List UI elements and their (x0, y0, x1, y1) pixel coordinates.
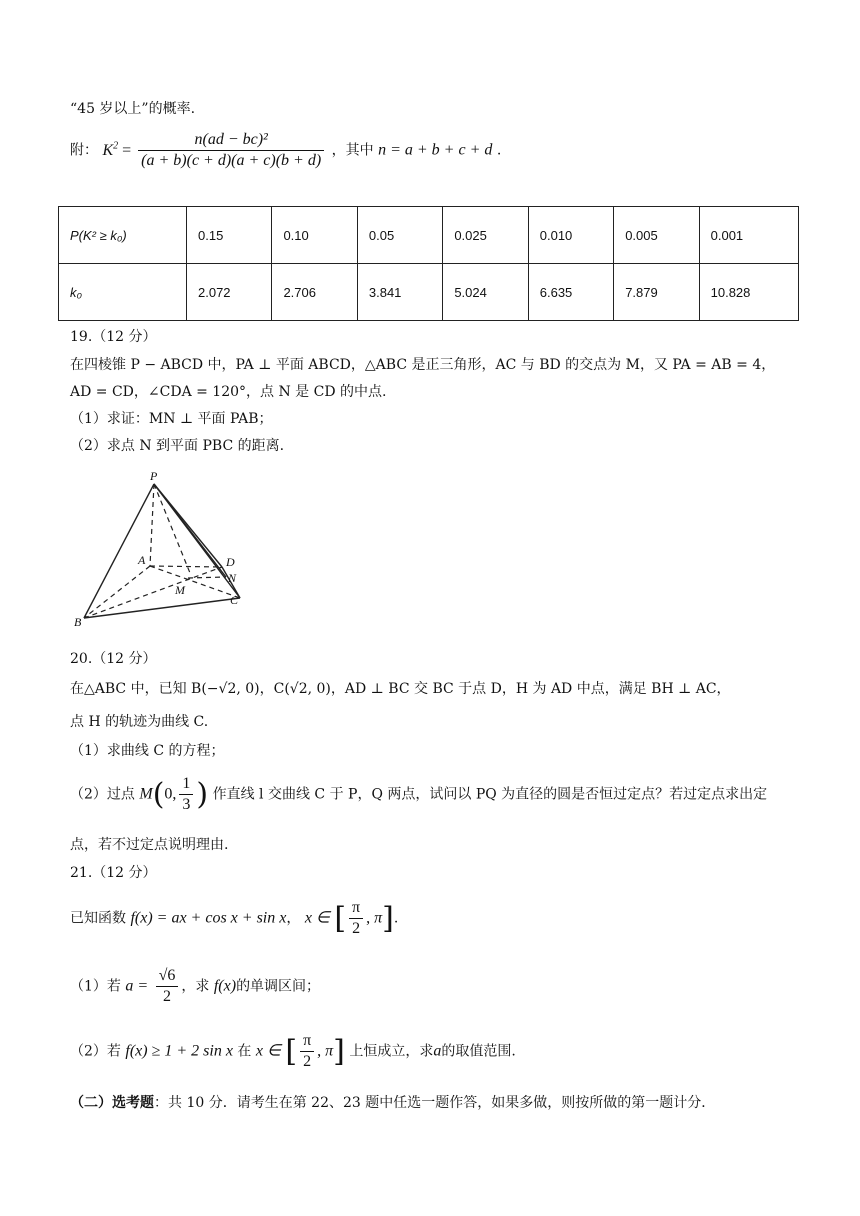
table-row2-label: k₀ (59, 264, 187, 321)
formula-tail-end: . (496, 142, 502, 159)
table-cell: 0.005 (614, 207, 699, 264)
intro-text: “45 岁以上”的概率. (70, 101, 196, 117)
q20-line-last: 点，若不过定点说明理由. (70, 837, 229, 853)
formula-numerator: n(ad − bc)² (138, 130, 324, 151)
fraction-one-third: $\frac{1}{3}$ (179, 774, 193, 815)
q19-part1: （1）求证：MN ⊥ 平面 PAB； (70, 411, 273, 427)
table-row (59, 207, 799, 264)
section2-instruction (70, 1092, 715, 1112)
q19-line2: AD = CD，∠CDA = 120°，点 N 是 CD 的中点. (70, 384, 387, 400)
critical-value-table (58, 206, 799, 321)
section2-title: （二）选考题 (70, 1095, 154, 1111)
table-cell: 0.010 (528, 207, 613, 264)
table-cell: 6.635 (528, 264, 613, 321)
table-cell: 0.025 (443, 207, 528, 264)
q20-header: 20.（12 分） (70, 651, 157, 667)
formula-tail-text: ，其中 (331, 142, 374, 159)
formula-fraction (138, 130, 324, 171)
vertex-label-m: M (175, 583, 185, 597)
vertex-label-b: B (74, 615, 82, 629)
table-cell: 0.15 (187, 207, 272, 264)
table-cell: 3.841 (357, 264, 442, 321)
table-cell: 0.001 (699, 207, 798, 264)
formula-lead: 附： (70, 142, 98, 159)
formula-denominator: (a + b)(c + d)(a + c)(b + d) (141, 152, 322, 169)
q19-header: 19.（12 分） (70, 329, 157, 345)
table-cell: 0.10 (272, 207, 357, 264)
table-cell: 10.828 (699, 264, 798, 321)
table-cell: 2.706 (272, 264, 357, 321)
q20-part1: （1）求曲线 C 的方程； (70, 743, 225, 759)
table-row1-label: P(K² ≥ k₀) (59, 207, 187, 264)
pyramid-figure (70, 470, 260, 630)
vertex-label-a: A (138, 553, 146, 567)
point-m: M (139, 785, 153, 803)
q21-header: 21.（12 分） (70, 865, 157, 881)
table-cell: 0.05 (357, 207, 442, 264)
q21-part1: （1）若 a = $\frac{√6}{2}$ ，求 f(x)的单调区间； (70, 967, 321, 1005)
table-cell: 7.879 (614, 264, 699, 321)
formula-lhs: $K^2$ = (102, 140, 136, 159)
q19-line1: 在四棱锥 P − ABCD 中，PA ⊥ 平面 ABCD，△ABC 是正三角形，AC 与 BD 的交点为 M，又 PA = AB = 4， (70, 357, 776, 373)
table-row (59, 264, 799, 321)
table-cell: 2.072 (187, 264, 272, 321)
vertex-label-d: D (226, 555, 235, 569)
table-cell: 5.024 (443, 264, 528, 321)
vertex-label-c: C (230, 593, 239, 607)
q20-part2: （2）过点 M(0, $\frac{1}{3}$ ) 作直线 l 交曲线 C 于 P，Q 两点，试问以 PQ 为直径的圆是否恒过定点？若过定点求出定 (70, 775, 768, 813)
q19-part2: （2）求点 N 到平面 PBC 的距离. (70, 438, 285, 454)
section2-text: ：共 10 分．请考生在第 22、23 题中任选一题作答，如果多做，则按所做的第一题计分． (154, 1095, 716, 1111)
q20-line1: 在△ABC 中，已知 B(−√2, 0)，C(√2, 0)，AD ⊥ BC 交 BC 于点 D，H 为 AD 中点，满足 BH ⊥ AC， (70, 681, 731, 697)
k-squared-formula (70, 130, 501, 171)
q21-line1: 已知函数 f(x) = ax + cos x + sin x， x ∈ [ $\frac{\pi}{2}$ , π]. (70, 899, 399, 937)
formula-tail-math: n = a + b + c + d (378, 141, 493, 159)
vertex-label-n: N (228, 571, 237, 585)
vertex-label-p: P (150, 470, 158, 483)
q21-part2: （2）若 f(x) ≥ 1 + 2 sin x 在 x ∈ [ $\frac{\pi}{2}$ , π] 上恒成立，求a的取值范围. (70, 1032, 516, 1070)
q20-line2: 点 H 的轨迹为曲线 C. (70, 714, 209, 730)
